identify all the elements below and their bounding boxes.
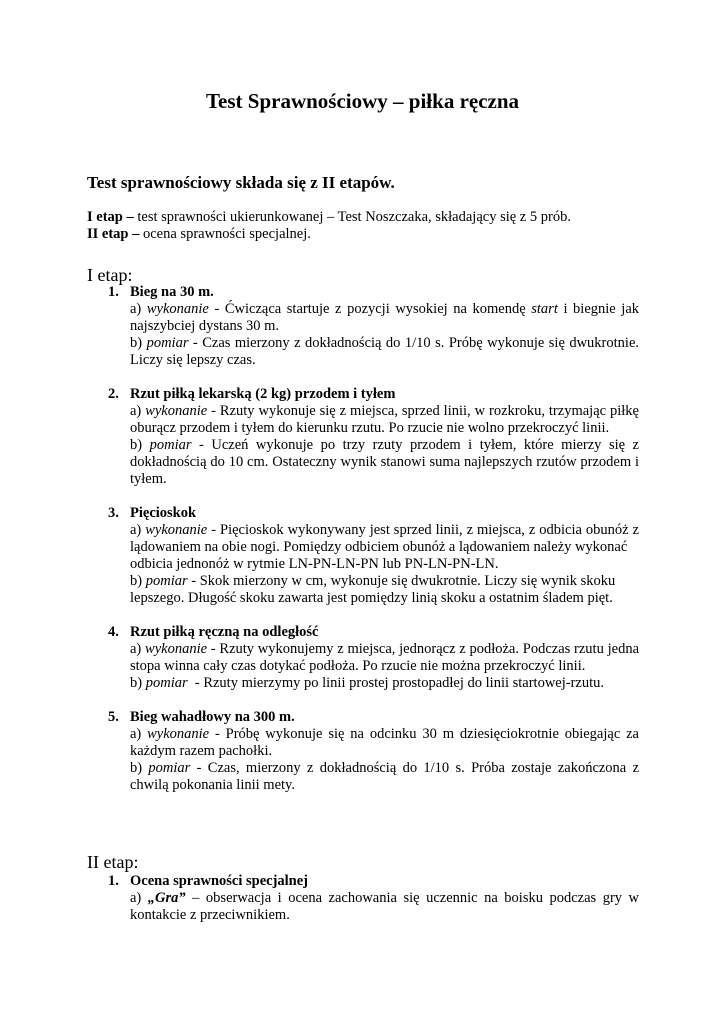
part-text: - Rzuty mierzymy po linii prostej prostopadłej do linii startowej-rzutu. bbox=[187, 675, 605, 691]
stage1-list bbox=[108, 284, 639, 794]
part-prefix: a) bbox=[130, 522, 142, 538]
item-body bbox=[130, 522, 639, 607]
stage2-list bbox=[108, 873, 639, 924]
list-item bbox=[108, 873, 639, 924]
part-prefix: a) bbox=[130, 890, 142, 906]
item-part-a bbox=[130, 403, 639, 437]
part-prefix: a) bbox=[130, 641, 142, 657]
part-prefix: a) bbox=[130, 726, 142, 742]
item-body bbox=[130, 641, 639, 692]
item-body bbox=[130, 403, 639, 488]
part-prefix: a) bbox=[130, 301, 142, 317]
part-emphasis: start bbox=[531, 301, 558, 317]
intro-lead: I etap – bbox=[87, 209, 134, 225]
item-part-a bbox=[130, 726, 639, 760]
item-part-b bbox=[130, 335, 639, 369]
part-label: wykonanie bbox=[145, 641, 208, 657]
page-title: Test Sprawnościowy – piłka ręczna bbox=[205, 89, 520, 113]
item-title: Bieg wahadłowy na 300 m. bbox=[130, 709, 295, 725]
item-number: 4. bbox=[108, 624, 119, 640]
item-body bbox=[130, 301, 639, 369]
part-text: – obserwacja i ocena zachowania się uczennic na boisku podczas gry w kontakcie z przeciwnikiem. bbox=[130, 890, 640, 923]
item-part-b bbox=[130, 675, 639, 692]
item-heading bbox=[108, 386, 639, 403]
part-label: „Gra” bbox=[147, 890, 186, 906]
part-prefix: b) bbox=[130, 675, 143, 691]
part-label: wykonanie bbox=[145, 522, 208, 538]
list-item bbox=[108, 284, 639, 369]
part-prefix: a) bbox=[130, 403, 142, 419]
part-text: - Rzuty wykonuje się z miejsca, sprzed linii, w rozkroku, trzymając piłkę oburącz przodem i tyłem do kierunku rzutu. Po rzucie nie wolno przekroczyć linii. bbox=[130, 403, 639, 436]
stage2-heading: II etap: bbox=[87, 852, 139, 872]
part-label: pomiar bbox=[145, 675, 188, 691]
item-part-a bbox=[130, 641, 639, 675]
list-item bbox=[108, 709, 639, 794]
stage1-heading: I etap: bbox=[87, 265, 133, 285]
item-part-b bbox=[130, 760, 639, 794]
part-label: wykonanie bbox=[145, 403, 208, 419]
part-label: wykonanie bbox=[146, 301, 209, 317]
intro-text: ocena sprawności specjalnej. bbox=[139, 226, 311, 242]
item-number: 5. bbox=[108, 709, 119, 725]
intro-line bbox=[87, 209, 571, 226]
intro-line bbox=[87, 226, 571, 243]
item-number: 3. bbox=[108, 505, 119, 521]
part-prefix: b) bbox=[130, 760, 143, 776]
item-heading bbox=[108, 624, 639, 641]
item-heading bbox=[108, 284, 639, 301]
part-text: - Rzuty wykonujemy z miejsca, jednorącz z podłoża. Podczas rzutu jedna stopa winna cały czas dotykać podłoża. Po rzucie nie można przekroczyć linii. bbox=[130, 641, 639, 674]
part-text: - Próbę wykonuje się na odcinku 30 m dziesięciokrotnie obiegając za każdym razem pachołki. bbox=[130, 726, 639, 759]
intro-lead: II etap – bbox=[87, 226, 140, 242]
part-prefix: b) bbox=[130, 335, 143, 351]
part-label: wykonanie bbox=[147, 726, 210, 742]
item-number: 1. bbox=[108, 873, 119, 889]
item-body bbox=[130, 890, 639, 924]
list-item bbox=[108, 386, 639, 488]
item-part-a bbox=[130, 301, 639, 335]
item-part-a bbox=[130, 890, 639, 924]
item-part-b-line bbox=[130, 573, 639, 590]
item-part-a-line: odbicia jednonóż w rytmie LN-PN-LN-PN lub PN-LN-PN-LN. bbox=[130, 556, 499, 572]
item-number: 1. bbox=[108, 284, 119, 300]
item-title: Pięcioskok bbox=[130, 505, 197, 521]
intro-text: test sprawności ukierunkowanej – Test Noszczaka, składający się z 5 prób. bbox=[133, 209, 571, 225]
part-text: i biegnie jak najszybciej dystans 30 m. bbox=[130, 301, 640, 334]
item-title: Ocena sprawności specjalnej bbox=[130, 873, 309, 889]
item-heading bbox=[108, 873, 639, 890]
item-part-a-line: lądowaniem na obie nogi. Pomiędzy odbiciem obunóż a lądowaniem należy wykonać bbox=[130, 539, 628, 555]
part-text: - Skok mierzony w cm, wykonuje się dwukrotnie. Liczy się wynik skoku bbox=[187, 573, 616, 589]
item-part-b bbox=[130, 437, 639, 488]
item-part-b-line: lepszego. Długość skoku zawarta jest pomiędzy linią skoku a ostatnim śladem pięt. bbox=[130, 590, 613, 606]
item-part-a-line bbox=[130, 522, 639, 539]
part-label: pomiar bbox=[148, 760, 191, 776]
item-title: Rzut piłką ręczną na odległość bbox=[130, 624, 319, 640]
part-prefix: b) bbox=[130, 437, 143, 453]
part-text: - Czas mierzony z dokładnością do 1/10 s. Próbę wykonuje się dwukrotnie. Liczy się lepszy czas. bbox=[130, 335, 640, 368]
part-label: pomiar bbox=[149, 437, 192, 453]
item-heading bbox=[108, 709, 639, 726]
part-label: pomiar bbox=[146, 335, 189, 351]
part-text: - Uczeń wykonuje po trzy rzuty przodem i tyłem, które mierzy się z dokładnością do 10 cm. Ostateczny wynik stanowi suma najlepszych rzutów przodem i tyłem. bbox=[130, 437, 639, 487]
section-subtitle: Test sprawnościowy składa się z II etapów. bbox=[87, 173, 395, 192]
list-item bbox=[108, 624, 639, 692]
item-title: Rzut piłką lekarską (2 kg) przodem i tyłem bbox=[130, 386, 396, 402]
part-text: - Ćwicząca startuje z pozycji wysokiej na komendę bbox=[208, 301, 532, 317]
item-heading bbox=[108, 505, 639, 522]
part-text: - Pięcioskok wykonywany jest sprzed linii, z miejsca, z odbicia obunóż z bbox=[207, 522, 639, 538]
item-title: Bieg na 30 m. bbox=[130, 284, 214, 300]
item-number: 2. bbox=[108, 386, 119, 402]
intro-block bbox=[87, 209, 571, 243]
list-item bbox=[108, 505, 639, 607]
part-label: pomiar bbox=[145, 573, 188, 589]
item-body bbox=[130, 726, 639, 794]
part-text: - Czas, mierzony z dokładnością do 1/10 s. Próba zostaje zakończona z chwilą pokonania linii mety. bbox=[130, 760, 640, 793]
part-prefix: b) bbox=[130, 573, 143, 589]
